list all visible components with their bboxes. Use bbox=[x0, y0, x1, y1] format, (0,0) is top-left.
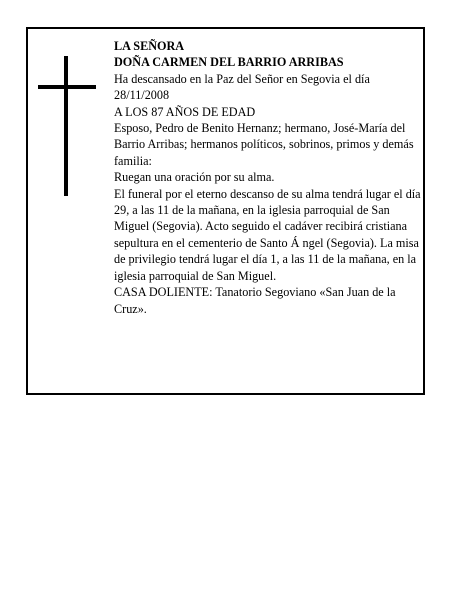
family-members: Esposo, Pedro de Benito Hernanz; hermano, José-María del Barrio Arribas; hermanos políticos, sobrinos, primos y demás familia: bbox=[114, 121, 414, 168]
prayer-request: Ruegan una oración por su alma. bbox=[114, 170, 275, 185]
death-statement: Ha descansado en la Paz del Señor en Segovia el día 28/11/2008 bbox=[114, 71, 370, 103]
deceased-name: DOÑA CARMEN DEL BARRIO ARRIBAS bbox=[114, 55, 344, 70]
obituary-text bbox=[114, 38, 422, 317]
cross-horizontal-bar bbox=[38, 85, 96, 89]
cross-vertical-bar bbox=[64, 56, 68, 196]
mourning-house: CASA DOLIENTE: Tanatorio Segoviano «San Juan de la Cruz». bbox=[114, 285, 396, 316]
age-line: A LOS 87 AÑOS DE EDAD bbox=[114, 104, 256, 119]
funeral-details: El funeral por el eterno descanso de su alma tendrá lugar el día 29, a las 11 de la mañana, en la iglesia parroquial de San Miguel (Segovia). Acto seguido el cadáver recibirá cristiana sepultura en el cementerio de Santo Á ngel (Segovia). La misa de privilegio tendrá lugar el día 1, a las 11 de la mañana, en la iglesia parroquial de San Miguel. bbox=[114, 186, 421, 283]
notice-title: LA SEÑORA bbox=[114, 39, 185, 53]
